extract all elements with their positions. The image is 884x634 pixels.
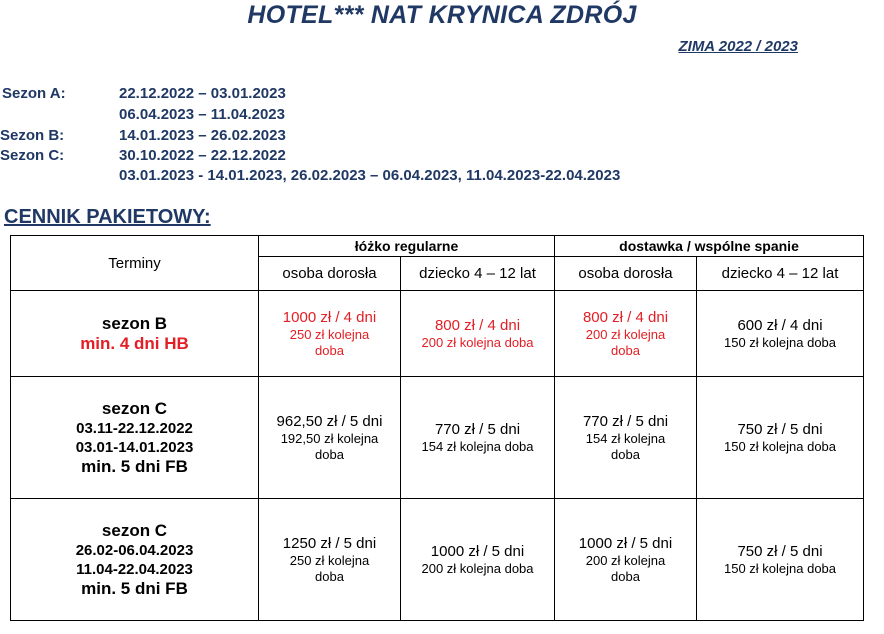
price-cell (555, 377, 697, 499)
price-extra-night: 200 zł kolejna doba (585, 326, 666, 358)
price-extra-night: 154 zł kolejna doba (421, 438, 534, 454)
price-cell (259, 499, 401, 621)
term-dates-1: 03.11-22.12.2022 (76, 419, 193, 437)
price-main: 962,50 zł / 5 dni (276, 412, 383, 430)
price-cell (259, 377, 401, 499)
price-extra-night: 150 zł kolejna doba (723, 560, 837, 576)
season-b-label: Sezon B: (0, 127, 65, 144)
price-main: 750 zł / 5 dni (737, 542, 823, 560)
price-extra-night: 150 zł kolejna doba (723, 438, 837, 454)
price-main: 800 zł / 4 dni (582, 308, 669, 326)
term-season: sezon C (101, 520, 168, 540)
price-cell (401, 499, 555, 621)
term-cell (11, 291, 259, 377)
price-main: 770 zł / 5 dni (582, 412, 669, 430)
season-c-date-2: 03.01.2023 - 14.01.2023, 26.02.2023 – 06.04.2023, 11.04.2023-22.04.2023 (119, 167, 621, 184)
regular-child-header: dziecko 4 – 12 lat (401, 257, 555, 291)
price-main: 1000 zł / 4 dni (282, 308, 377, 326)
extra-bed-header: dostawka / wspólne spanie (555, 236, 864, 257)
price-main: 1000 zł / 5 dni (578, 534, 673, 552)
price-extra-night: 192,50 zł kolejna doba (280, 430, 379, 462)
term-min-stay: min. 5 dni FB (81, 456, 188, 476)
price-cell (401, 377, 555, 499)
season-label: ZIMA 2022 / 2023 (678, 38, 798, 55)
term-min-stay: min. 4 dni HB (80, 333, 189, 353)
season-c-label: Sezon C: (0, 147, 65, 164)
terms-header: Terminy (11, 236, 259, 291)
season-c-date-1: 30.10.2022 – 22.12.2022 (119, 147, 286, 164)
table-row (11, 377, 864, 499)
term-dates-2: 03.01-14.01.2023 (75, 438, 194, 456)
price-extra-night: 200 zł kolejna doba (585, 552, 666, 584)
table-row (11, 291, 864, 377)
term-dates-2: 11.04-22.04.2023 (76, 560, 193, 578)
price-list-heading: CENNIK PAKIETOWY: (4, 206, 211, 228)
season-a-date-1: 22.12.2022 – 03.01.2023 (119, 85, 286, 102)
price-cell (555, 291, 697, 377)
price-extra-night: 154 zł kolejna doba (585, 430, 666, 462)
term-dates-1: 26.02-06.04.2023 (75, 541, 194, 559)
term-min-stay: min. 5 dni FB (81, 578, 188, 598)
season-a-label: Sezon A: (2, 85, 66, 102)
term-season: sezon B (101, 313, 168, 333)
term-cell (11, 377, 259, 499)
regular-bed-header: łóżko regularne (259, 236, 555, 257)
regular-adult-header: osoba dorosła (259, 257, 401, 291)
price-cell (697, 291, 864, 377)
price-extra-night: 200 zł kolejna doba (421, 334, 534, 350)
price-main: 600 zł / 4 dni (737, 316, 823, 334)
price-main: 1250 zł / 5 dni (282, 534, 377, 552)
price-extra-night: 200 zł kolejna doba (421, 560, 534, 576)
price-cell (401, 291, 555, 377)
extra-child-header: dziecko 4 – 12 lat (697, 257, 864, 291)
table-row (11, 499, 864, 621)
price-extra-night: 250 zł kolejna doba (289, 326, 370, 358)
price-cell (697, 499, 864, 621)
term-cell (11, 499, 259, 621)
price-table (10, 235, 864, 621)
price-main: 750 zł / 5 dni (737, 420, 823, 438)
page-title: HOTEL*** NAT KRYNICA ZDRÓJ (247, 1, 637, 29)
term-season: sezon C (101, 398, 168, 418)
price-cell (259, 291, 401, 377)
price-extra-night: 150 zł kolejna doba (723, 334, 837, 350)
season-a-date-2: 06.04.2023 – 11.04.2023 (119, 106, 285, 123)
season-b-date-1: 14.01.2023 – 26.02.2023 (119, 127, 286, 144)
price-main: 770 zł / 5 dni (434, 420, 521, 438)
price-extra-night: 250 zł kolejna doba (289, 552, 370, 584)
extra-adult-header: osoba dorosła (555, 257, 697, 291)
price-cell (555, 499, 697, 621)
price-main: 1000 zł / 5 dni (430, 542, 525, 560)
price-cell (697, 377, 864, 499)
price-main: 800 zł / 4 dni (434, 316, 521, 334)
